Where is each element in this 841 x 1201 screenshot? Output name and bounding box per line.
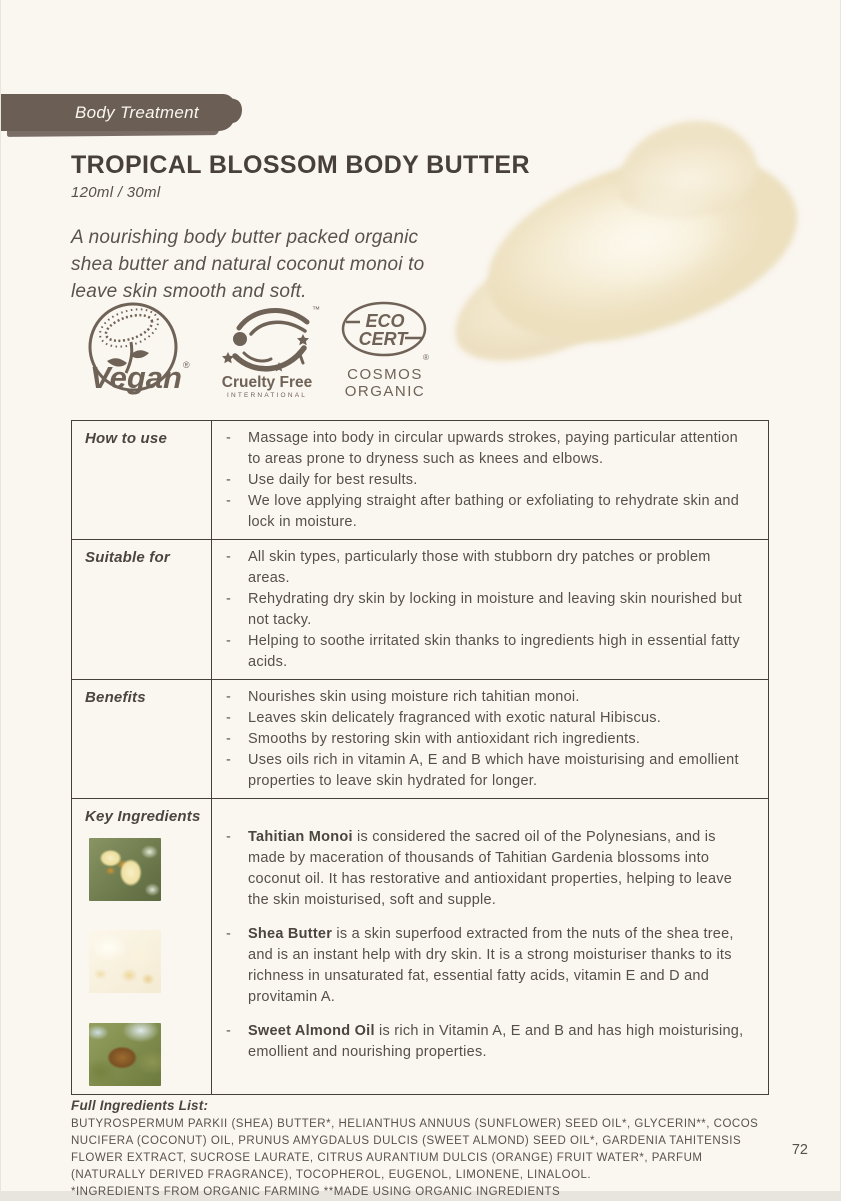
row-label: Key Ingredients — [85, 808, 201, 825]
key-ingredient-item — [226, 827, 752, 911]
category-badge — [1, 94, 235, 131]
bullet-item — [226, 687, 752, 708]
cruelty-free-subtitle: INTERNATIONAL — [226, 392, 308, 399]
row-label: How to use — [85, 430, 168, 447]
row-content-cell — [212, 680, 768, 798]
row-label: Benefits — [85, 689, 146, 706]
bullet-item — [226, 750, 752, 792]
registered-mark: ® — [423, 353, 429, 362]
product-title: TROPICAL BLOSSOM BODY BUTTER — [71, 151, 530, 179]
key-ingredient-name: Tahitian Monoi — [248, 829, 353, 845]
gardenia-blossoms-photo — [89, 838, 161, 901]
row-label-cell — [72, 799, 212, 1094]
product-sizes: 120ml / 30ml — [71, 184, 161, 201]
page-number: 72 — [791, 1142, 808, 1158]
key-ingredient-text: is rich in Vitamin A, E and B and has high moisturising, emollient and nourishing properties. — [248, 1023, 744, 1060]
almonds-photo — [89, 1023, 161, 1086]
key-ingredient-paragraph — [248, 827, 752, 911]
row-content-cell — [212, 421, 768, 539]
bullet-text: - Smooths by restoring skin with antioxidant rich ingredients. — [248, 731, 641, 747]
key-ingredient-text: is considered the sacred oil of the Polynesians, and is made by maceration of thousands of Tahitian Gardenia blossoms into coconut oil. It has restorative and antioxidant properties, helping to leave the skin moisturised, soft and supple. — [248, 829, 733, 908]
table-row-benefits — [72, 680, 768, 799]
description-line: leave skin smooth and soft. — [71, 281, 307, 302]
cruelty-free-international-logo — [211, 300, 323, 400]
key-ingredient-item — [226, 1021, 752, 1063]
description-line: shea butter and natural coconut monoi to — [71, 254, 425, 275]
key-ingredient-name: Sweet Almond Oil — [248, 1023, 375, 1039]
vegan-wordmark: Vegan — [90, 360, 182, 395]
bullet-text: - Massage into body in circular upwards strokes, paying particular attention to areas prone to dryness such as knees and elbows. — [248, 430, 738, 467]
key-ingredient-name: Shea Butter — [248, 926, 333, 942]
bullet-item — [226, 547, 752, 589]
description-line: A nourishing body butter packed organic — [71, 227, 419, 248]
organic-label: ORGANIC — [344, 383, 426, 400]
bullet-text: - Uses oils rich in vitamin A, E and B which have moisturising and emollient properties to leave skin hydrated for longer. — [248, 752, 739, 789]
full-ingredients-text: BUTYROSPERMUM PARKII (SHEA) BUTTER*, HELIANTHUS ANNUUS (SUNFLOWER) SEED OIL*, GLYCERIN**, COCOS NUCIFERA (COCONUT) OIL, PRUNUS AMYGDALUS DULCIS (SWEET ALMOND) SEED OIL*, GARDENIA TAHITENSIS FLOWER EXTRACT, SUCROSE LAURATE, CITRUS AURANTIUM DULCIS (ORANGE) FRUIT WATER*, PARFUM (NATURALLY DERIVED FRAGRANCE), TOCOPHEROL, EUGENOL, LIMONENE, LINALOOL. — [71, 1118, 759, 1181]
bullet-item — [226, 470, 752, 491]
ecocert-cosmos-organic-logo — [339, 300, 435, 400]
key-ingredient-text: is a skin superfood extracted from the nuts of the shea tree, and is an instant help with dry skin. It is a strong moisturiser thanks to its richness in unsaturated fat, essential fatty acids, vitamin E and D and provitamin A. — [248, 926, 734, 1005]
bullet-text: - Nourishes skin using moisture rich tahitian monoi. — [248, 689, 580, 705]
bullet-item — [226, 631, 752, 673]
vegan-logo — [79, 300, 195, 400]
bullet-text: - Leaves skin delicately fragranced with exotic natural Hibiscus. — [248, 710, 662, 726]
bullet-text: - Helping to soothe irritated skin thanks to ingredients high in essential fatty acids. — [248, 633, 740, 670]
table-row-suitable-for — [72, 540, 768, 680]
table-row-key-ingredients — [72, 799, 768, 1094]
table-row-how-to-use — [72, 421, 768, 540]
shea-butter-photo — [89, 930, 161, 993]
row-content-cell — [212, 540, 768, 679]
row-label-cell — [72, 680, 212, 798]
row-label: Suitable for — [85, 549, 170, 566]
bullet-text: - We love applying straight after bathing or exfoliating to rehydrate skin and lock in moisture. — [248, 493, 740, 530]
trademark-mark: ™ — [312, 305, 320, 314]
cruelty-free-wordmark: Cruelty Free — [221, 374, 313, 391]
product-sheet-page — [1, 0, 840, 1198]
full-ingredients-section — [71, 1098, 776, 1201]
registered-mark: ® — [183, 360, 190, 370]
key-ingredient-item — [226, 924, 752, 1008]
category-badge-label: Body Treatment — [75, 103, 199, 122]
bullet-text: - All skin types, particularly those with stubborn dry patches or problem areas. — [248, 549, 711, 586]
full-ingredients-heading: Full Ingredients List: — [71, 1098, 209, 1113]
key-ingredient-paragraph — [248, 1021, 752, 1063]
ecocert-line1: ECO — [365, 311, 405, 331]
row-content-cell — [212, 799, 768, 1094]
bullet-item — [226, 491, 752, 533]
bullet-item — [226, 708, 752, 729]
bullet-item — [226, 589, 752, 631]
bullet-item — [226, 729, 752, 750]
cosmos-label: COSMOS — [347, 366, 423, 383]
full-ingredients-footnote: *INGREDIENTS FROM ORGANIC FARMING **MADE USING ORGANIC INGREDIENTS — [71, 1186, 561, 1198]
bullet-item — [226, 428, 752, 470]
row-label-cell — [72, 421, 212, 539]
key-ingredient-paragraph — [248, 924, 752, 1008]
row-label-cell — [72, 540, 212, 679]
product-info-table — [71, 420, 769, 1095]
content-flow — [71, 420, 776, 1201]
certification-logos — [79, 300, 435, 400]
product-description — [71, 224, 424, 305]
ecocert-line2: CERT — [358, 329, 408, 349]
bullet-text: - Rehydrating dry skin by locking in moisture and leaving skin nourished but not tacky. — [248, 591, 743, 628]
bullet-text: - Use daily for best results. — [248, 472, 418, 488]
